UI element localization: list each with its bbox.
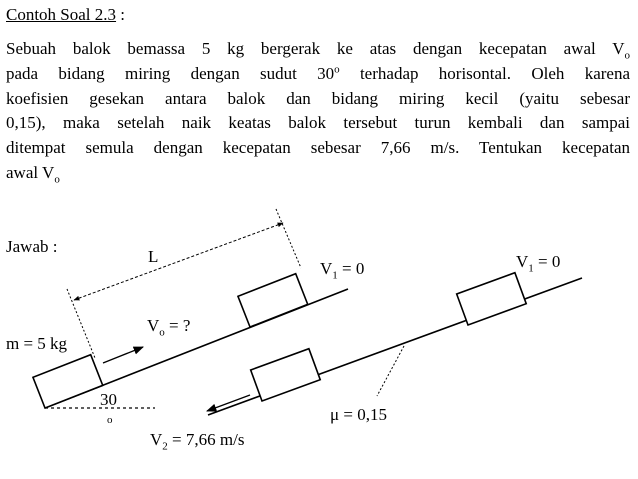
v2-label [150, 430, 245, 453]
v1-right-subscript: 1 [528, 262, 534, 275]
v0-velocity-arrow [103, 347, 143, 363]
v0-symbol: V [147, 316, 160, 335]
problem-line-2a-text: pada bidang miring dengan sudut 30 [6, 63, 335, 83]
problem-v0-subscript-2: o [54, 173, 60, 186]
friction-leader-line [377, 346, 404, 396]
angle-degree-symbol: o [107, 414, 113, 426]
example-title: Contoh Soal 2.3 [6, 5, 117, 24]
length-extension-right [276, 209, 301, 268]
problem-line-6-text: awal V [6, 162, 55, 182]
friction-coefficient-label: μ = 0,15 [330, 405, 387, 424]
problem-line-2b-text: terhadap horisontal. Oleh karena [339, 63, 630, 83]
block-middle [251, 349, 321, 401]
block-bottom [33, 355, 103, 408]
v2-symbol: V [150, 430, 163, 449]
length-label: L [148, 247, 159, 266]
answer-label: Jawab : [6, 237, 58, 256]
v0-label [147, 316, 191, 339]
block-peak [457, 273, 527, 325]
v1-left-subscript: 1 [332, 269, 338, 282]
v1-label-right [516, 252, 561, 275]
v2-value: = 7,66 m/s [167, 430, 245, 449]
problem-degree-superscript: o [334, 63, 340, 76]
angle-value: 30 [100, 390, 117, 409]
problem-line-4: 0,15), maka setelah naik keatas balok tersebut turun kembali dan sampai [6, 113, 630, 133]
v0-subscript: o [159, 326, 165, 339]
problem-line-3: koefisien gesekan antara balok dan bidang miring kecil (yaitu sebesar [6, 88, 630, 108]
mass-label: m = 5 kg [6, 334, 68, 353]
v1-left-value: = 0 [337, 259, 365, 278]
v1-right-value: = 0 [533, 252, 561, 271]
v2-velocity-arrow [207, 395, 250, 411]
v1-right-symbol: V [516, 252, 529, 271]
problem-line-5: ditempat semula dengan kecepatan sebesar 7,66 m/s. Tentukan kecepatan [6, 138, 630, 158]
v1-label-left [320, 259, 365, 282]
v0-value: = ? [164, 316, 191, 335]
length-dimension-arrow [74, 223, 283, 300]
v2-subscript: 2 [162, 440, 168, 453]
problem-v0-subscript: o [624, 49, 630, 62]
v1-left-symbol: V [320, 259, 333, 278]
problem-line-1-text: Sebuah balok bemassa 5 kg bergerak ke atas dengan kecepatan awal V [6, 39, 625, 58]
length-extension-left [67, 289, 95, 358]
example-title-colon: : [116, 5, 126, 24]
